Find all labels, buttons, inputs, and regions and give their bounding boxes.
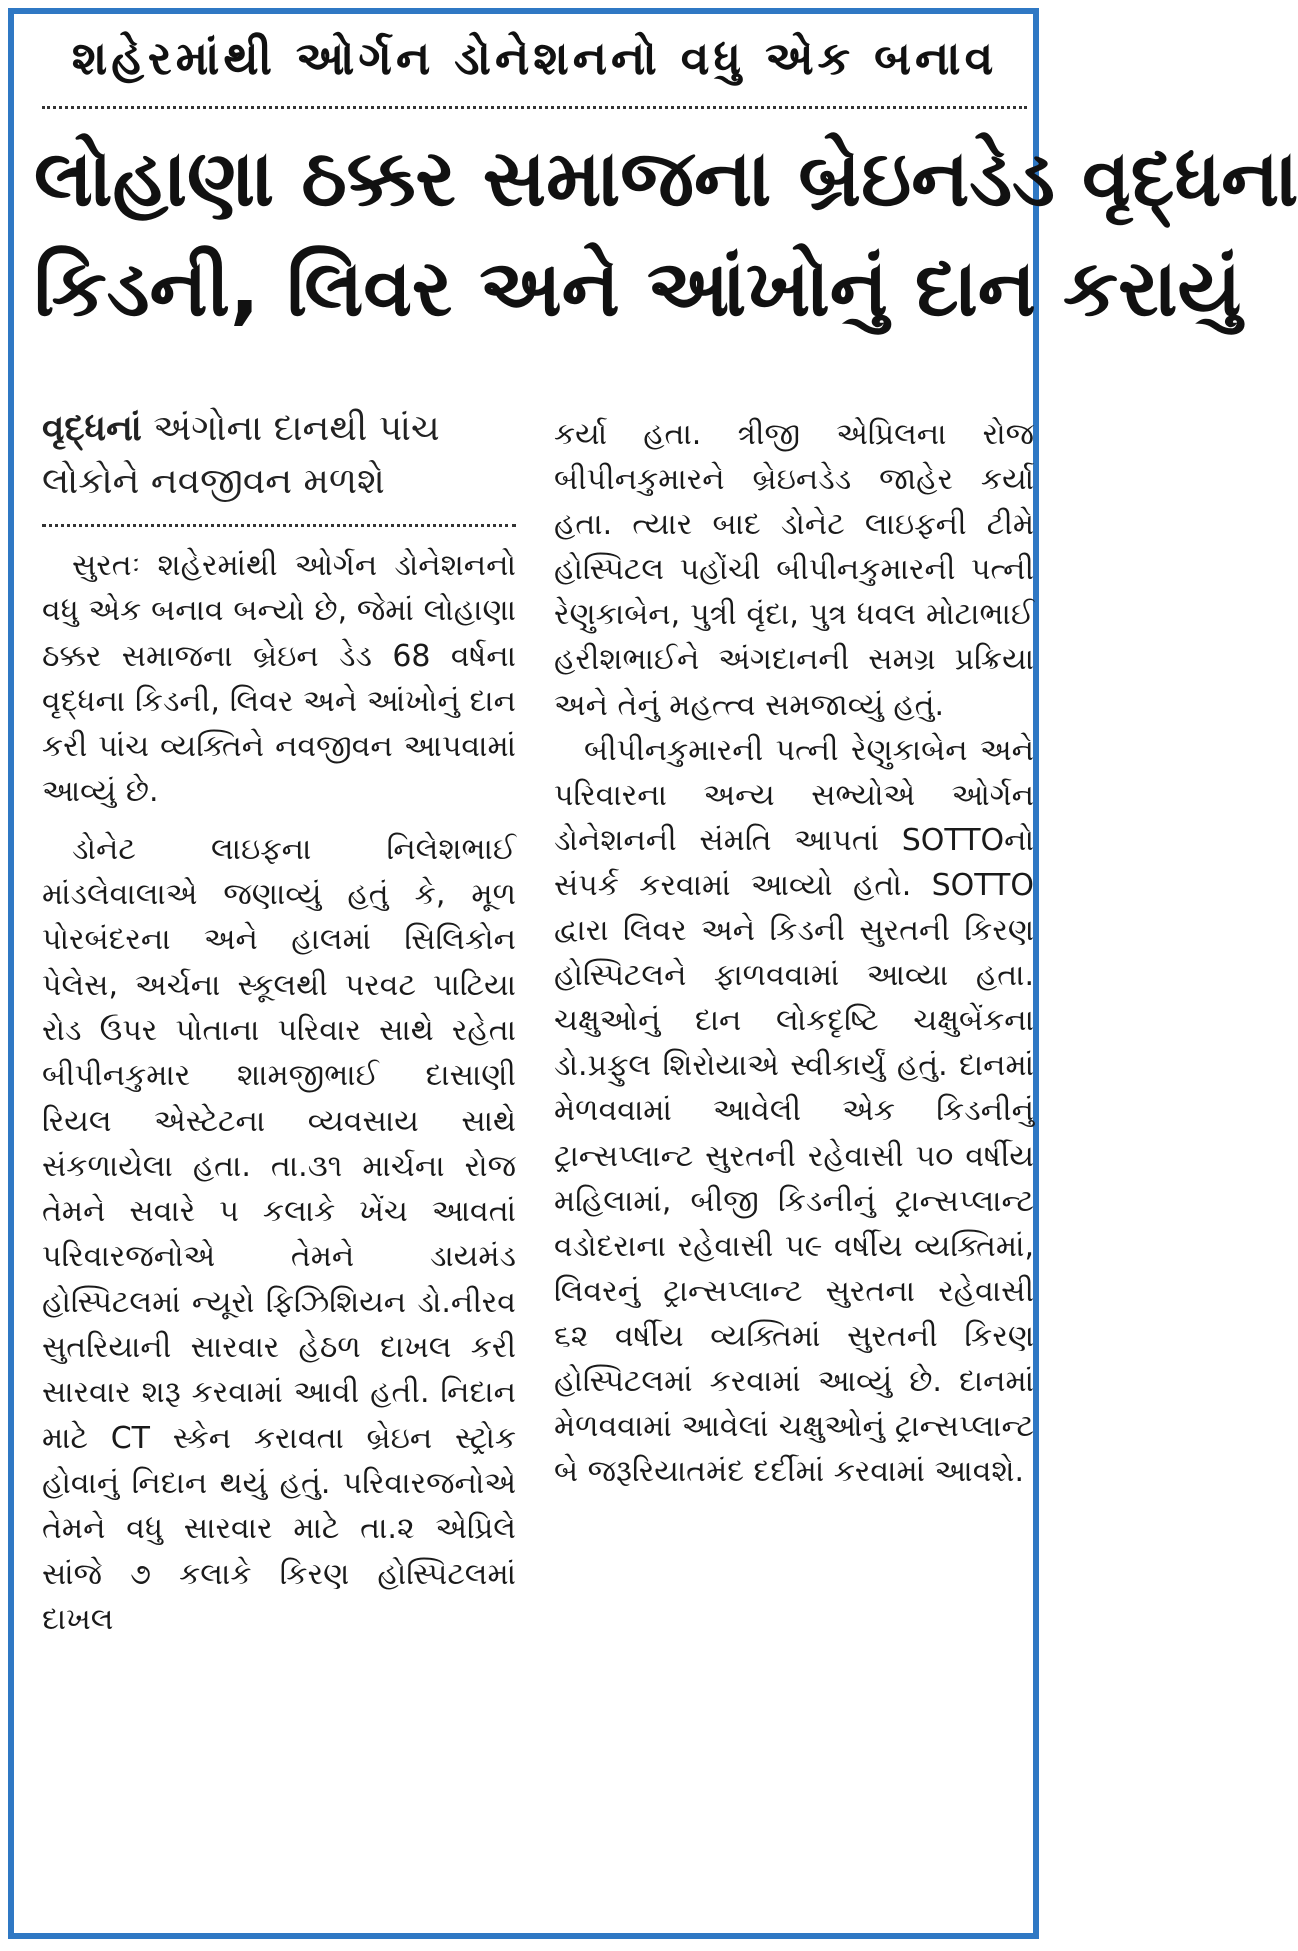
article-column-right [554,412,1034,1494]
paragraph-right-1: કર્યા હતા. ત્રીજી એપ્રિલના રોજ બીપીનકુમારને બ્રેઇનડેડ જાહેર કર્યા હતા. ત્યાર બાદ ડોનેટ લાઇફની ટીમે હોસ્પિટલ પહોંચી બીપીનકુમારની પત્ની રેણુકાબેન, પુત્રી વૃંદા, પુત્ર ધવલ મોટાભાઈ હરીશભાઈને અંગદાનની સમગ્ર પ્રક્રિયા અને તેનું મહત્ત્વ સમજાવ્યું હતું. [554,417,1034,723]
subheadline [42,402,516,527]
article-frame [8,8,1298,1939]
subheadline-rest: અંગોના દાનથી પાંચ લોકોને નવજીવન મળશે [42,408,440,502]
subheadline-bold: વૃદ્ધનાં [42,408,142,449]
paragraph-left-1: સુરતઃ શહેરમાંથી ઓર્ગન ડોનેશનનો વધુ એક બનાવ બન્યો છે, જેમાં લોહાણા ઠક્કર સમાજના બ્રેઇન ડેડ 68 વર્ષના વૃદ્ધના કિડની, લિવર અને આંખોનું દાન કરી પાંચ વ્યક્તિને નવજીવન આપવામાં આવ્યું છે. [42,548,516,810]
kicker-title: શહેરમાંથી ઓર્ગન ડોનેશનનો વધુ એક બનાવ [71,31,998,85]
paragraph-right-2: બીપીનકુમારની પત્ની રેણુકાબેન અને પરિવારના અન્ય સભ્યોએ ઓર્ગન ડોનેશનની સંમતિ આપતાં SOTTOનો સંપર્ક કરવામાં આવ્યો હતો. SOTTO દ્વારા લિવર અને કિડની સુરતની કિરણ હોસ્પિટલને ફાળવવામાં આવ્યા હતા. ચક્ષુઓનું દાન લોકદૃષ્ટિ ચક્ષુબેંકના ડો.પ્રફુલ શિરોયાએ સ્વીકાર્યું હતું. દાનમાં મેળવવામાં આવેલી એક કિડનીનું ટ્રાન્સપ્લાન્ટ સુરતની રહેવાસી ૫૦ વર્ષીય મહિલામાં, બીજી કિડનીનું ટ્રાન્સપ્લાન્ટ વડોદરાના રહેવાસી ૫૯ વર્ષીય વ્યક્તિમાં, લિવરનું ટ્રાન્સપ્લાન્ટ સુરતના રહેવાસી ૬૨ વર્ષીય વ્યક્તિમાં સુરતની કિરણ હોસ્પિટલમાં કરવામાં આવ્યું છે. દાનમાં મેળવવામાં આવેલાં ચક્ષુઓનું ટ્રાન્સપ્લાન્ટ બે જરૂરિયાતમંદ દર્દીમાં કરવામાં આવશે. [554,732,1034,1490]
kicker-divider [42,106,1027,109]
paragraph-left-2: ડોનેટ લાઇફના નિલેશભાઈ માંડલેવાલાએ જણાવ્યું હતું કે, મૂળ પોરબંદરના અને હાલમાં સિલિકોન પેલેસ, અર્ચના સ્કૂલથી પરવટ પાટિયા રોડ ઉપર પોતાના પરિવાર સાથે રહેતા બીપીનકુમાર શામજીભાઈ દાસાણી રિયલ એસ્ટેટના વ્યવસાય સાથે સંકળાયેલા હતા. તા.૩૧ માર્ચના રોજ તેમને સવારે ૫ કલાકે ખેંચ આવતાં પરિવારજનોએ તેમને ડાયમંડ હોસ્પિટલમાં ન્યૂરો ફિઝિશિયન ડો.નીરવ સુતરિયાની સારવાર હેઠળ દાખલ કરી સારવાર શરૂ કરવામાં આવી હતી. નિદાન માટે CT સ્કેન કરાવતા બ્રેઇન સ્ટ્રોક હોવાનું નિદાન થયું હતું. પરિવારજનોએ તેમને વધુ સારવાર માટે તા.૨ એપ્રિલે સાંજે ૭ કલાકે કિરણ હોસ્પિટલમાં દાખલ [42,831,516,1637]
headline-line-2: કિડની, લિવર અને આંખોનું દાન કરાયું [34,244,1242,334]
headline [34,124,1298,344]
article-column-left [42,402,516,1642]
headline-line-1: લોહાણા ઠક્કર સમાજના બ્રેઇનડેડ વૃદ્ધના [34,134,1298,224]
